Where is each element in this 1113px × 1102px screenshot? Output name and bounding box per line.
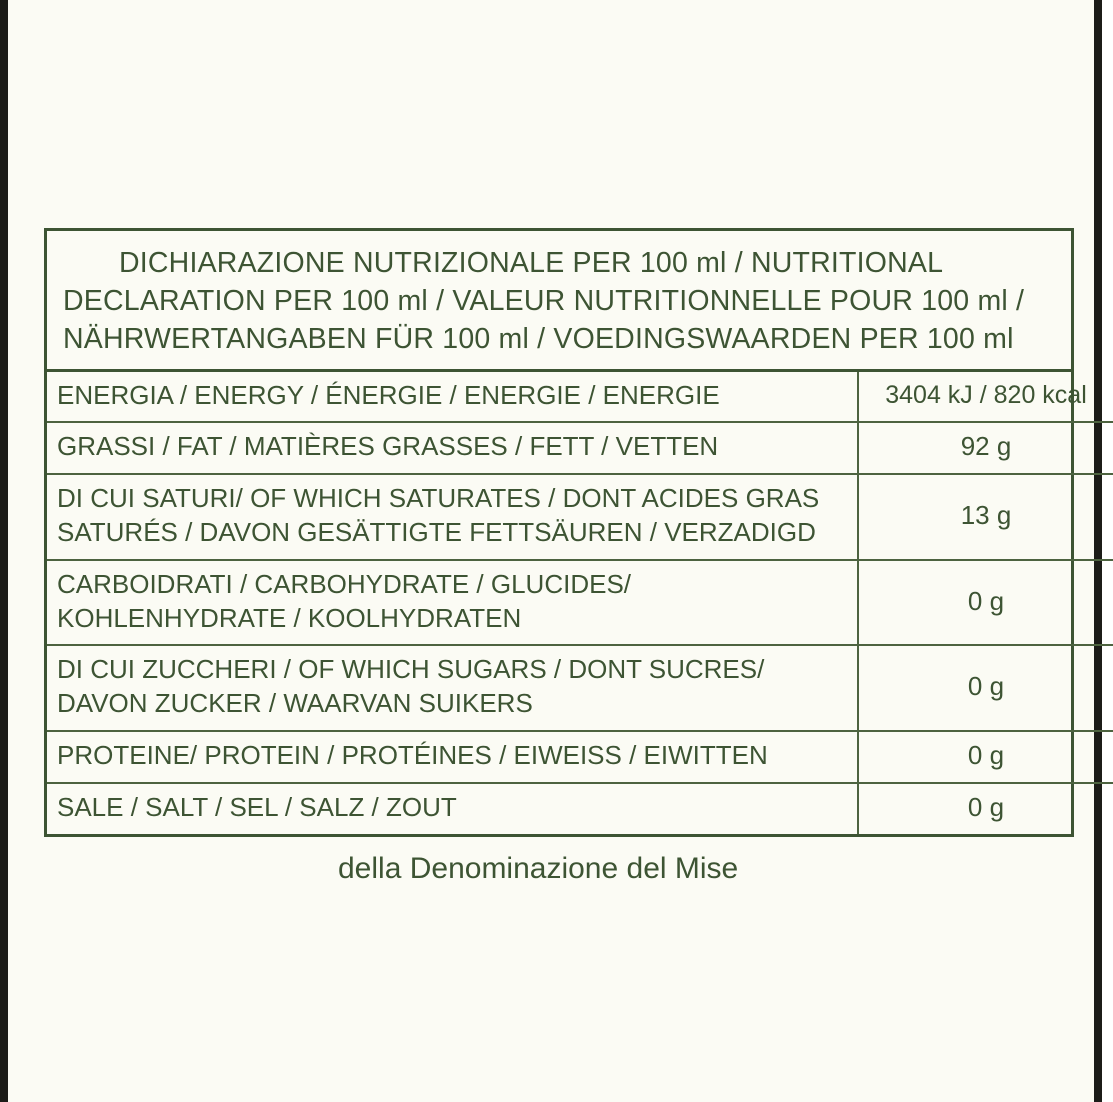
nutrient-name-fat bbox=[47, 422, 858, 474]
nutrition-title-line-3: NÄHRWERTANGABEN FÜR 100 ml / VOEDINGSWAARDEN PER 100 ml bbox=[63, 322, 1014, 355]
nutrient-name-saturates bbox=[47, 474, 858, 560]
nutrient-amount-carbohydrate: 0 g bbox=[858, 560, 1113, 646]
cut-off-text bbox=[338, 852, 1058, 904]
table-row bbox=[47, 645, 1113, 731]
table-row bbox=[47, 474, 1113, 560]
nutrient-line: GRASSI / FAT / MATIÈRES GRASSES / FETT / VETTEN bbox=[57, 431, 719, 462]
nutrient-amount-protein: 0 g bbox=[858, 731, 1113, 783]
nutrient-name-sugars bbox=[47, 645, 858, 731]
nutrient-name-protein bbox=[47, 731, 858, 783]
label-left-edge bbox=[0, 0, 8, 1102]
nutrient-line: ENERGIA / ENERGY / ÉNERGIE / ENERGIE / ENERGIE bbox=[57, 379, 720, 410]
nutrient-amount-energy: 3404 kJ / 820 kcal bbox=[858, 372, 1113, 423]
table-row bbox=[47, 422, 1113, 474]
nutrient-line: KOHLENHYDRATE / KOOLHYDRATEN bbox=[57, 602, 522, 633]
table-row bbox=[47, 783, 1113, 834]
cut-off-text-line: della Denominazione del Mise bbox=[338, 852, 739, 885]
nutrient-amount-fat: 92 g bbox=[858, 422, 1113, 474]
nutrient-name-energy bbox=[47, 372, 858, 423]
nutrition-table bbox=[47, 372, 1113, 834]
nutrient-amount-sugars: 0 g bbox=[858, 645, 1113, 731]
nutrient-line: DI CUI SATURI/ OF WHICH SATURATES / DONT ACIDES GRAS bbox=[57, 483, 820, 514]
table-row bbox=[47, 372, 1113, 423]
nutrient-line: SALE / SALT / SEL / SALZ / ZOUT bbox=[57, 791, 457, 822]
nutrient-line: PROTEINE/ PROTEIN / PROTÉINES / EIWEISS / EIWITTEN bbox=[57, 740, 768, 771]
nutrient-name-carbohydrate bbox=[47, 560, 858, 646]
nutrient-amount-saturates: 13 g bbox=[858, 474, 1113, 560]
nutrient-name-salt bbox=[47, 783, 858, 834]
table-row bbox=[47, 731, 1113, 783]
nutrition-declaration-block bbox=[44, 228, 1087, 837]
nutrition-title-line-2: DECLARATION PER 100 ml / VALEUR NUTRITIONNELLE POUR 100 ml / bbox=[63, 284, 1025, 317]
nutrient-line: DI CUI ZUCCHERI / OF WHICH SUGARS / DONT SUCRES/ bbox=[57, 654, 765, 685]
nutrition-title-line-1: DICHIARAZIONE NUTRIZIONALE PER 100 ml / NUTRITIONAL bbox=[119, 247, 944, 279]
nutrient-amount-salt: 0 g bbox=[858, 783, 1113, 834]
nutrition-title bbox=[47, 231, 1071, 372]
table-row bbox=[47, 560, 1113, 646]
nutrient-line: CARBOIDRATI / CARBOHYDRATE / GLUCIDES/ bbox=[57, 568, 632, 599]
nutrient-line: SATURÉS / DAVON GESÄTTIGTE FETTSÄUREN / VERZADIGD bbox=[57, 517, 816, 548]
label-surface bbox=[8, 0, 1094, 1102]
nutrient-line: DAVON ZUCKER / WAARVAN SUIKERS bbox=[57, 688, 533, 719]
